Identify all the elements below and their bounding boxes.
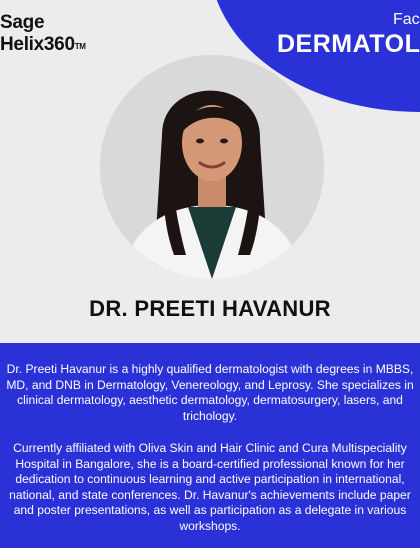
bottom-strip <box>0 548 420 560</box>
doctor-name: DR. PREETI HAVANUR <box>89 296 331 321</box>
bio-paragraph-2: Currently affiliated with Oliva Skin and Hair Clinic and Cura Multispeciality Hospital in Bangalore, she is a board-certified professional known for her dedication to continuous learning and active participation in international, national, and state conferences. Dr. Havanur's achievements include paper and poster presentations, as well as participation as a delegate in various workshops. <box>9 441 411 533</box>
faculty-label: Fac <box>393 11 420 28</box>
doctor-portrait-illustration <box>100 55 324 279</box>
brand-logo <box>0 12 86 56</box>
brand-line-2: Helix360™ <box>0 34 86 55</box>
brand-line-1: Sage <box>0 12 45 33</box>
bio-panel <box>0 343 420 548</box>
trademark: TM <box>74 42 86 51</box>
department-title: DERMATOL <box>277 30 420 58</box>
doctor-photo <box>100 55 324 279</box>
bio-paragraph-1: Dr. Preeti Havanur is a highly qualified dermatologist with degrees in MBBS, MD, and DNB in Dermatology, Venereology, and Leprosy. She specializes in clinical dermatology, aesthetic dermatology, dermatosurgery, lasers, and trichology. <box>6 362 414 423</box>
